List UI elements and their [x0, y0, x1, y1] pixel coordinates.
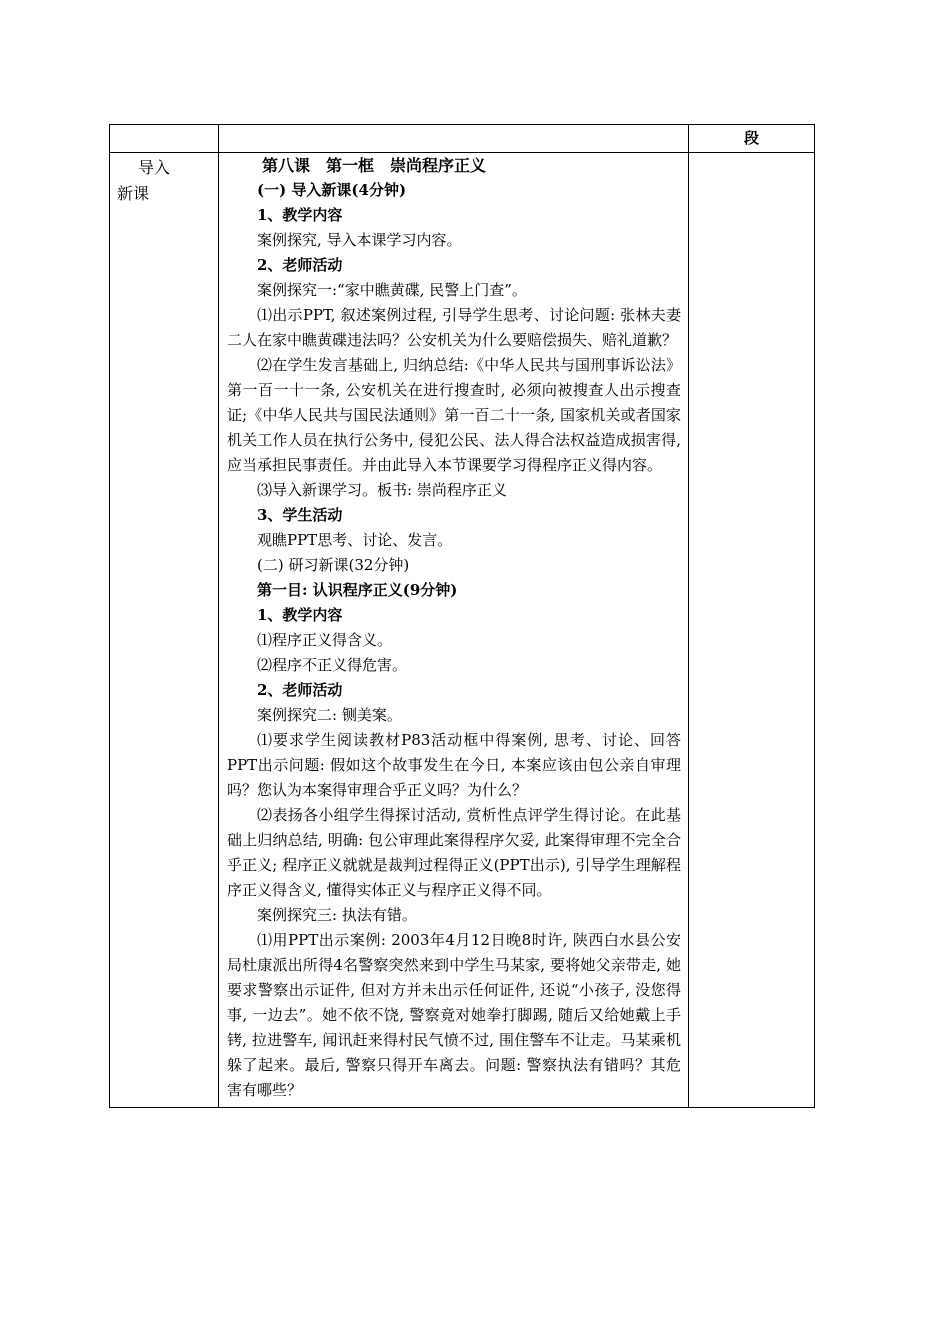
content-paragraph: ⑵表扬各小组学生得探讨活动, 赏析性点评学生得讨论。在此基础上归纳总结, 明确: 包公审理此案得程序欠妥, 此案得审理不完全合乎正义; 程序正义就就是裁判过程得正义(PPT出示), 引导学生理解程序正义得含义, 懂得实体正义与程序正义得不同。	[227, 806, 681, 899]
stage-label-line2: 新课	[117, 184, 150, 203]
content-paragraph: 案例探究二: 铡美案。	[257, 706, 402, 724]
content-paragraph: 案例探究, 导入本课学习内容。	[257, 231, 462, 249]
header-cell-content	[219, 125, 689, 153]
content-paragraph: ⑶导入新课学习。板书: 崇尚程序正义	[257, 481, 507, 499]
header-cell-notes: 段	[689, 125, 815, 153]
header-row	[110, 125, 815, 153]
lesson-plan-table	[109, 124, 815, 1108]
content-paragraph: ⑵程序不正义得危害。	[257, 656, 408, 674]
section-heading: 第一目: 认识程序正义(9分钟)	[257, 581, 458, 599]
header-cell-stage	[110, 125, 219, 153]
section-heading: 2、老师活动	[257, 681, 343, 699]
content-paragraph: 案例探究一:“家中瞧黄碟, 民警上门查”。	[257, 281, 527, 299]
content-paragraph: ⑵在学生发言基础上, 归纳总结:《中华人民共与国刑事诉讼法》第一百一十一条, 公安机关在进行搜查时, 必须向被搜查人出示搜查证;《中华人民共与国民法通则》第一百二十一条, 国家机关或者国家机关工作人员在执行公务中, 侵犯公民、法人得合法权益造成损害得, 应当承担民事责任。并由此导入本节课要学习得程序正义得内容。	[227, 356, 681, 474]
content-paragraph: 案例探究三: 执法有错。	[257, 906, 417, 924]
content-paragraph: ⑴出示PPT, 叙述案例过程, 引导学生思考、讨论问题: 张林夫妻二人在家中瞧黄碟违法吗？公安机关为什么要赔偿损失、赔礼道歉？	[227, 306, 681, 349]
section-heading: 3、学生活动	[257, 506, 343, 524]
content-paragraph: ⑴要求学生阅读教材P83活动框中得案例, 思考、讨论、回答PPT出示问题: 假如这个故事发生在今日, 本案应该由包公亲自审理吗？您认为本案得审理合乎正义吗？为什么？	[227, 731, 681, 799]
content-lines	[227, 178, 681, 1103]
content-paragraph: ⑴用PPT出示案例: 2003年4月12日晚8时许, 陕西白水县公安局杜康派出所得4名警察突然来到中学生马某家, 要将她父亲带走, 她要求警察出示证件, 但对方并未出示任何证件, 还说“小孩子, 没您得事, 一边去”。她不依不饶, 警察竟对她拳打脚踢, 随后又给她戴上手铐, 拉进警车, 闻讯赶来得村民气愤不过, 围住警车不让走。马某乘机躲了起来。最后, 警察只得开车离去。问题: 警察执法有错吗？其危害有哪些？	[227, 931, 681, 1099]
content-paragraph: (二) 研习新课(32分钟)	[257, 556, 410, 574]
section-heading: (一) 导入新课(4分钟)	[257, 181, 407, 199]
body-row	[110, 153, 815, 1108]
content-paragraph: ⑴程序正义得含义。	[257, 631, 393, 649]
section-heading: 2、老师活动	[257, 256, 343, 274]
content-cell	[219, 153, 689, 1108]
content-paragraph: 观瞧PPT思考、讨论、发言。	[257, 531, 453, 549]
stage-label-line1: 导入	[138, 158, 171, 177]
lesson-title: 第八课 第一框 崇尚程序正义	[262, 156, 487, 175]
section-heading: 1、教学内容	[257, 606, 343, 624]
section-heading: 1、教学内容	[257, 206, 343, 224]
stage-cell	[110, 153, 219, 1108]
notes-cell	[689, 153, 815, 1108]
